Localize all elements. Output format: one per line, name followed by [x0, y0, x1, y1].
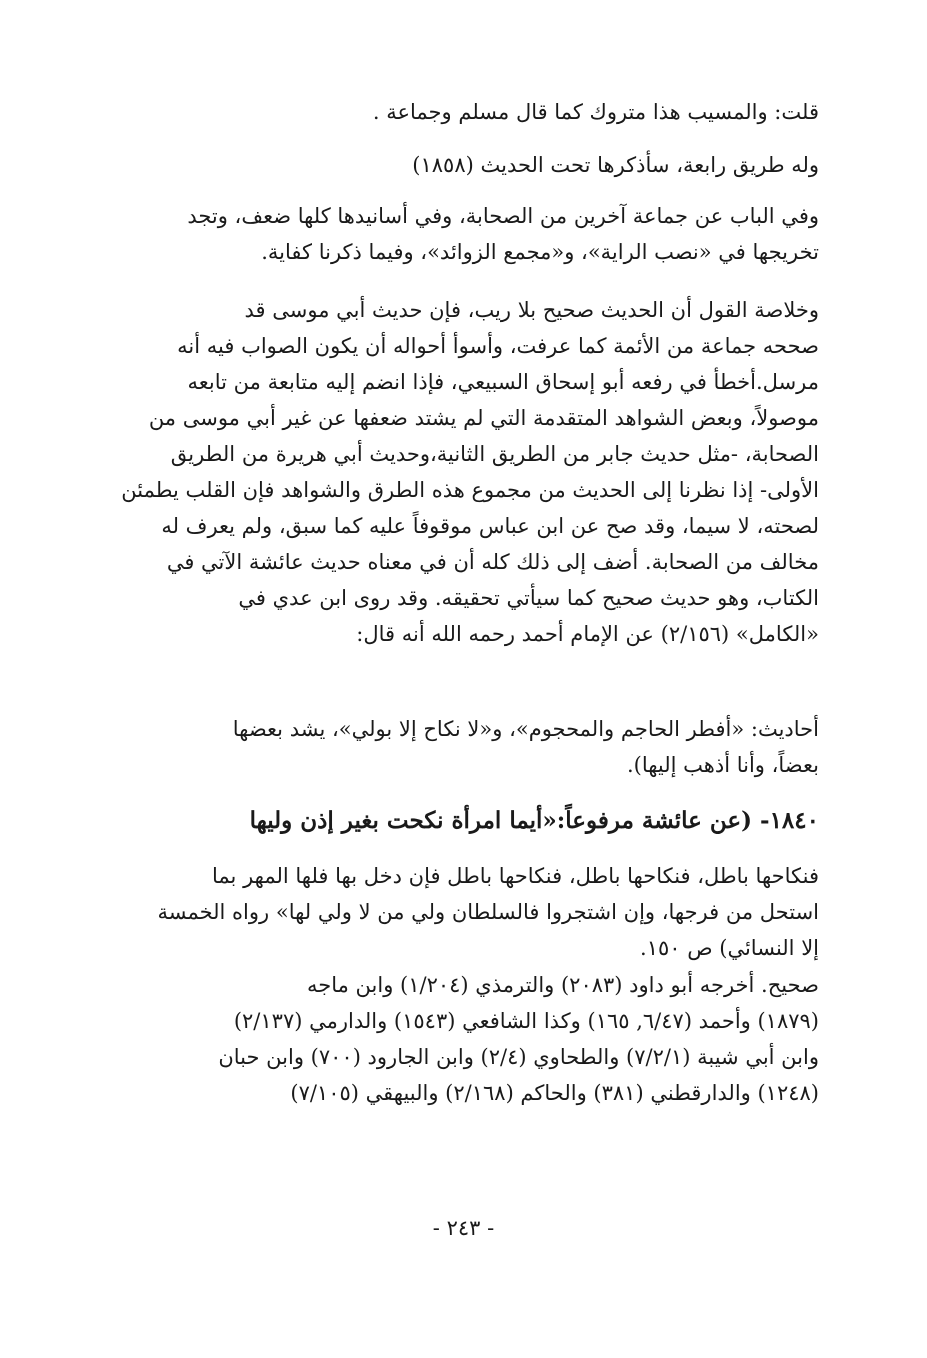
text-line: (١٢٤٨) والدارقطني (٣٨١) والحاكم (٢/١٦٨) والبيهقي (٧/١٠٥)	[290, 1081, 819, 1105]
hadith-heading-line: ١٨٤٠- (عن عائشة مرفوعاً:«أيما امرأة نكحت بغير إذن وليها	[249, 807, 819, 834]
paragraph-fourth-route	[112, 147, 819, 183]
text-line: إلا النسائي) ص ١٥٠.	[640, 936, 819, 960]
text-line: مرسل.أخطأ في رفعه أبو إسحاق السبيعي، فإذا انضم إليه متابعة من تابعه	[187, 370, 819, 394]
text-line: وله طريق رابعة، سأذكرها تحت الحديث (١٨٥٨)	[412, 153, 819, 177]
text-line: قلت: والمسيب هذا متروك كما قال مسلم وجماعة .	[372, 100, 819, 124]
text-line: لصحته، لا سيما، وقد صح عن ابن عباس موقوفاً عليه كما سبق، ولم يعرف له	[161, 514, 819, 538]
text-line: وخلاصة القول أن الحديث صحيح بلا ريب، فإن حديث أبي موسى قد	[244, 298, 819, 322]
text-line: الصحابة، -مثل حديث جابر من الطريق الثانية،وحديث أبي هريرة من الطريق	[170, 442, 819, 466]
paragraph-takhrij	[112, 967, 819, 1111]
text-line: استحل من فرجها، وإن اشتجروا فالسلطان ولي من لا ولي لها» رواه الخمسة	[157, 900, 819, 924]
paragraph-other-companions	[112, 198, 819, 270]
hadith-heading	[112, 803, 819, 839]
text-line: أحاديث: «أفطر الحاجم والمحجوم»، و«لا نكاح إلا بولي»، يشد بعضها	[232, 717, 819, 741]
text-line: موصولاً، وبعض الشواهد المتقدمة التي لم يشتد ضعفها عن غير أبي موسى من	[148, 406, 819, 430]
text-line: بعضاً، وأنا أذهب إليها).	[626, 753, 819, 777]
text-line: وفي الباب عن جماعة آخرين من الصحابة، وفي أسانيدها كلها ضعف، وتجد	[187, 204, 819, 228]
text-line: «الكامل» (٢/١٥٦) عن الإمام أحمد رحمه الله أنه قال:	[356, 622, 819, 646]
text-line: صححه جماعة من الأئمة كما عرفت، وأسوأ أحواله أن يكون الصواب فيه أنه	[177, 334, 819, 358]
text-line: مخالف من الصحابة. أضف إلى ذلك كله أن في معناه حديث عائشة الآتي في	[166, 550, 819, 574]
paragraph-ahmad-quote	[112, 711, 819, 783]
paragraph-conclusion	[112, 292, 819, 652]
text-line: (١٨٧٩) وأحمد (٦/٤٧, ١٦٥) وكذا الشافعي (١٥٤٣) والدارمي (٢/١٣٧)	[233, 1009, 819, 1033]
text-line: تخريجها في «نصب الراية»، و«مجمع الزوائد»، وفيما ذكرنا كفاية.	[261, 240, 819, 264]
text-line: الكتاب، وهو حديث صحيح كما سيأتي تحقيقه. وقد روى ابن عدي في	[238, 586, 819, 610]
text-line: وابن أبي شيبة (٧/٢/١) والطحاوي (٢/٤) وابن الجارود (٧٠٠) وابن حبان	[218, 1045, 819, 1069]
hadith-text	[112, 858, 819, 966]
text-line: صحيح. أخرجه أبو داود (٢٠٨٣) والترمذي (١/٢٠٤) وابن ماجه	[306, 973, 819, 997]
paragraph-note-musayyib	[112, 94, 819, 130]
text-line: الأولى- إذا نظرنا إلى الحديث من مجموع هذه الطرق والشواهد فإن القلب يطمئن	[121, 478, 819, 502]
text-line: فنكاحها باطل، فنكاحها باطل، فنكاحها باطل فإن دخل بها فلها المهر بما	[212, 864, 819, 888]
page-number: - ٢٤٣ -	[432, 1216, 495, 1240]
